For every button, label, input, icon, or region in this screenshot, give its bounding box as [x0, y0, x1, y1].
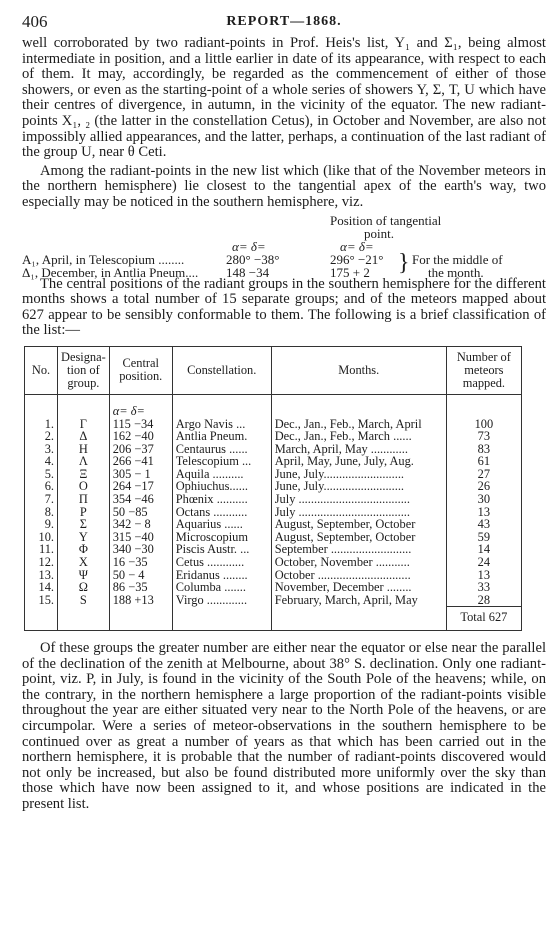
- brace: }: [398, 249, 410, 276]
- tangential-point-table: [22, 211, 546, 280]
- cell-constellation: Columba .......: [172, 581, 271, 594]
- tangential-heading-1: Position of tangential: [330, 212, 442, 228]
- table-row: [25, 443, 522, 456]
- cell-months: August, September, October: [271, 531, 446, 544]
- cell-count: 83: [446, 443, 521, 456]
- cell-position: 50 − 4: [109, 569, 172, 582]
- cell-months: April, May, June, July, Aug.: [271, 455, 446, 468]
- cell-position: 115 −34: [109, 418, 172, 431]
- cell-months: Dec., Jan., Feb., March ......: [271, 430, 446, 443]
- cell-number: 4.: [25, 455, 58, 468]
- cell-designation: Γ: [58, 418, 110, 431]
- cell-designation: Ξ: [58, 468, 110, 481]
- tangential-note-2: the month.: [428, 264, 484, 280]
- cell-months: June, July..........................: [271, 480, 446, 493]
- page-number: 406: [22, 12, 48, 31]
- running-title: REPORT—1868.: [226, 14, 342, 29]
- cell-number: 6.: [25, 480, 58, 493]
- paragraph-2: Among the radiant-points in the new list which (like that of the November meteors in the northern hemisphere) lie closest to the tangential apex of the earth's way, two especially may be noticed in the southern hemisphere, viz.: [22, 162, 546, 210]
- table-row: [25, 569, 522, 582]
- table-header-row: [25, 346, 522, 394]
- cell-constellation: Ophiuchus......: [172, 480, 271, 493]
- empty-cell: [25, 607, 58, 631]
- cell-count: 59: [446, 531, 521, 544]
- empty-cell: [172, 607, 271, 631]
- cell-designation: Φ: [58, 543, 110, 556]
- tangential-row-1-tangential: 296° −21°: [330, 251, 384, 267]
- table-subheader-row: [25, 394, 522, 417]
- cell-designation: Ω: [58, 581, 110, 594]
- cell-constellation: Argo Navis ...: [172, 418, 271, 431]
- cell-position: 86 −35: [109, 581, 172, 594]
- cell-designation: Ο: [58, 480, 110, 493]
- cell-number: 11.: [25, 543, 58, 556]
- cell-months: February, March, April, May: [271, 594, 446, 607]
- table-row: [25, 518, 522, 531]
- cell-months: March, April, May ............: [271, 443, 446, 456]
- cell-position: 162 −40: [109, 430, 172, 443]
- tangential-row-2-tangential: 175 + 2: [330, 264, 370, 280]
- tangential-note-1: For the middle of: [412, 251, 503, 267]
- cell-designation: Ρ: [58, 506, 110, 519]
- cell-designation: Λ: [58, 455, 110, 468]
- cell-position: 206 −37: [109, 443, 172, 456]
- cell-months: November, December ........: [271, 581, 446, 594]
- cell-number: 3.: [25, 443, 58, 456]
- paragraph-4: Of these groups the greater number are either near the equator or else near the parallel of the declination of the zenith at Melbourne, about 38° S. declination. Only one radiant-point, viz. P, in July, is found in the vicinity of the South Pole of the heavens; while, on the contrary, in the northern hemisphere a large proportion of the radiant-points visible throughout the year are either situated very near to the North Pole of the heavens, or are circumpolar. Were a series of meteor-observations in the southern hemisphere to be continued over as great a number of years as that which has been carried out in the northern hemisphere, it is probable that the number of radiant-points discovered would not only be increased, but also be found distributed more uniformly over the sky than those which have now been assigned to it, and whose positions are indicated in the present list.: [22, 640, 546, 812]
- paragraph-3: The central positions of the radiant groups in the southern hemisphere for the different months shows a total number of 15 separate groups; and of the meteors mapped about 627 appear to be sensibly conformable to them. The following is a brief classification of the list:—: [22, 275, 546, 339]
- cell-constellation: Microscopium: [172, 531, 271, 544]
- cell-number: 10.: [25, 531, 58, 544]
- cell-count: 43: [446, 518, 521, 531]
- total-count: Total 627: [446, 607, 521, 631]
- cell-constellation: Aquarius ......: [172, 518, 271, 531]
- cell-number: 8.: [25, 506, 58, 519]
- cell-position: 342 − 8: [109, 518, 172, 531]
- table-row: [25, 493, 522, 506]
- cell-count: 26: [446, 480, 521, 493]
- cell-designation: Δ: [58, 430, 110, 443]
- cell-months: July ....................................: [271, 493, 446, 506]
- cell-number: 9.: [25, 518, 58, 531]
- table-row: [25, 468, 522, 481]
- tangential-row-1-position: 280° −38°: [226, 251, 280, 267]
- header-months: Months.: [271, 346, 446, 394]
- cell-position: 266 −41: [109, 455, 172, 468]
- cell-position: 188 +13: [109, 594, 172, 607]
- cell-months: September ..........................: [271, 543, 446, 556]
- alpha-delta-right: α= δ=: [340, 238, 374, 254]
- cell-position: 354 −46: [109, 493, 172, 506]
- cell-number: 13.: [25, 569, 58, 582]
- cell-count: 73: [446, 430, 521, 443]
- cell-number: 2.: [25, 430, 58, 443]
- table-body: [25, 394, 522, 630]
- classification-table: [24, 346, 522, 631]
- tangential-row-1-label: A₁, April, in Telescopium ........: [22, 251, 185, 267]
- cell-number: 14.: [25, 581, 58, 594]
- cell-number: 12.: [25, 556, 58, 569]
- table-row: [25, 506, 522, 519]
- table-row: [25, 455, 522, 468]
- cell-count: 14: [446, 543, 521, 556]
- empty-cell: [58, 607, 110, 631]
- tangential-row-2-position: 148 −34: [226, 264, 270, 280]
- cell-designation: Η: [58, 443, 110, 456]
- cell-count: 27: [446, 468, 521, 481]
- page-header: [22, 10, 546, 32]
- table-row: [25, 581, 522, 594]
- cell-constellation: Cetus ............: [172, 556, 271, 569]
- header-no: No.: [25, 346, 58, 394]
- table-total-row: [25, 607, 522, 631]
- cell-count: 13: [446, 569, 521, 582]
- table-row: [25, 480, 522, 493]
- subheader-alpha-delta: α= δ=: [109, 394, 172, 417]
- header-designation: Designa-tion of group.: [58, 346, 110, 394]
- table-row: [25, 556, 522, 569]
- empty-cell: [271, 607, 446, 631]
- cell-designation: S: [58, 594, 110, 607]
- cell-position: 315 −40: [109, 531, 172, 544]
- cell-position: 50 −85: [109, 506, 172, 519]
- cell-number: 15.: [25, 594, 58, 607]
- cell-constellation: Antlia Pneum.: [172, 430, 271, 443]
- cell-position: 305 − 1: [109, 468, 172, 481]
- cell-designation: Π: [58, 493, 110, 506]
- cell-months: October ..............................: [271, 569, 446, 582]
- cell-count: 33: [446, 581, 521, 594]
- cell-position: 264 −17: [109, 480, 172, 493]
- paragraph-1: well corroborated by two radiant-points in Prof. Heis's list, Y₁ and Σ₁, being almost intermediate in position, and a little earlier in date of its appearance, with respect to each of them. It may, accordingly, be regarded as the commencement of either of those showers, or even as the starting-point of a whole series of showers Y, Σ, T, U which have their centres of divergence, in autumn, in the vicinity of the equator. The new radiant-points X₁, ₂ (the latter in the constellation Cetus), in October and November, are also not impossibly allied appearances, and the latter, perhaps, a continuation of the last radiant of the group U, near θ Ceti.: [22, 35, 546, 161]
- table-row: [25, 543, 522, 556]
- header-position: Central position.: [109, 346, 172, 394]
- table-row: [25, 594, 522, 607]
- cell-number: 7.: [25, 493, 58, 506]
- tangential-heading-2: point.: [364, 225, 394, 241]
- cell-designation: Υ: [58, 531, 110, 544]
- cell-designation: Ψ: [58, 569, 110, 582]
- empty-cell: [109, 607, 172, 631]
- tangential-row-2-label: Δ₁, December, in Antlia Pneum....: [22, 264, 199, 280]
- cell-months: August, September, October: [271, 518, 446, 531]
- cell-count: 61: [446, 455, 521, 468]
- cell-constellation: Octans ...........: [172, 506, 271, 519]
- page: [22, 10, 546, 813]
- cell-months: October, November ...........: [271, 556, 446, 569]
- cell-constellation: Centaurus ......: [172, 443, 271, 456]
- cell-number: 1.: [25, 418, 58, 431]
- cell-number: 5.: [25, 468, 58, 481]
- header-constellation: Constellation.: [172, 346, 271, 394]
- cell-constellation: Virgo .............: [172, 594, 271, 607]
- cell-designation: Σ: [58, 518, 110, 531]
- cell-count: 28: [446, 594, 521, 607]
- cell-constellation: Piscis Austr. ...: [172, 543, 271, 556]
- cell-months: July ....................................: [271, 506, 446, 519]
- cell-months: June, July..........................: [271, 468, 446, 481]
- alpha-delta-left: α= δ=: [232, 238, 266, 254]
- cell-count: 24: [446, 556, 521, 569]
- header-count: Number of meteors mapped.: [446, 346, 521, 394]
- cell-count: 100: [446, 418, 521, 431]
- cell-constellation: Aquila ..........: [172, 468, 271, 481]
- table-row: [25, 531, 522, 544]
- cell-months: Dec., Jan., Feb., March, April: [271, 418, 446, 431]
- cell-constellation: Phœnix ..........: [172, 493, 271, 506]
- cell-position: 16 −35: [109, 556, 172, 569]
- cell-count: 30: [446, 493, 521, 506]
- cell-position: 340 −30: [109, 543, 172, 556]
- cell-count: 13: [446, 506, 521, 519]
- table-row: [25, 430, 522, 443]
- table-row: [25, 418, 522, 431]
- cell-constellation: Telescopium ...: [172, 455, 271, 468]
- cell-designation: Χ: [58, 556, 110, 569]
- cell-constellation: Eridanus ........: [172, 569, 271, 582]
